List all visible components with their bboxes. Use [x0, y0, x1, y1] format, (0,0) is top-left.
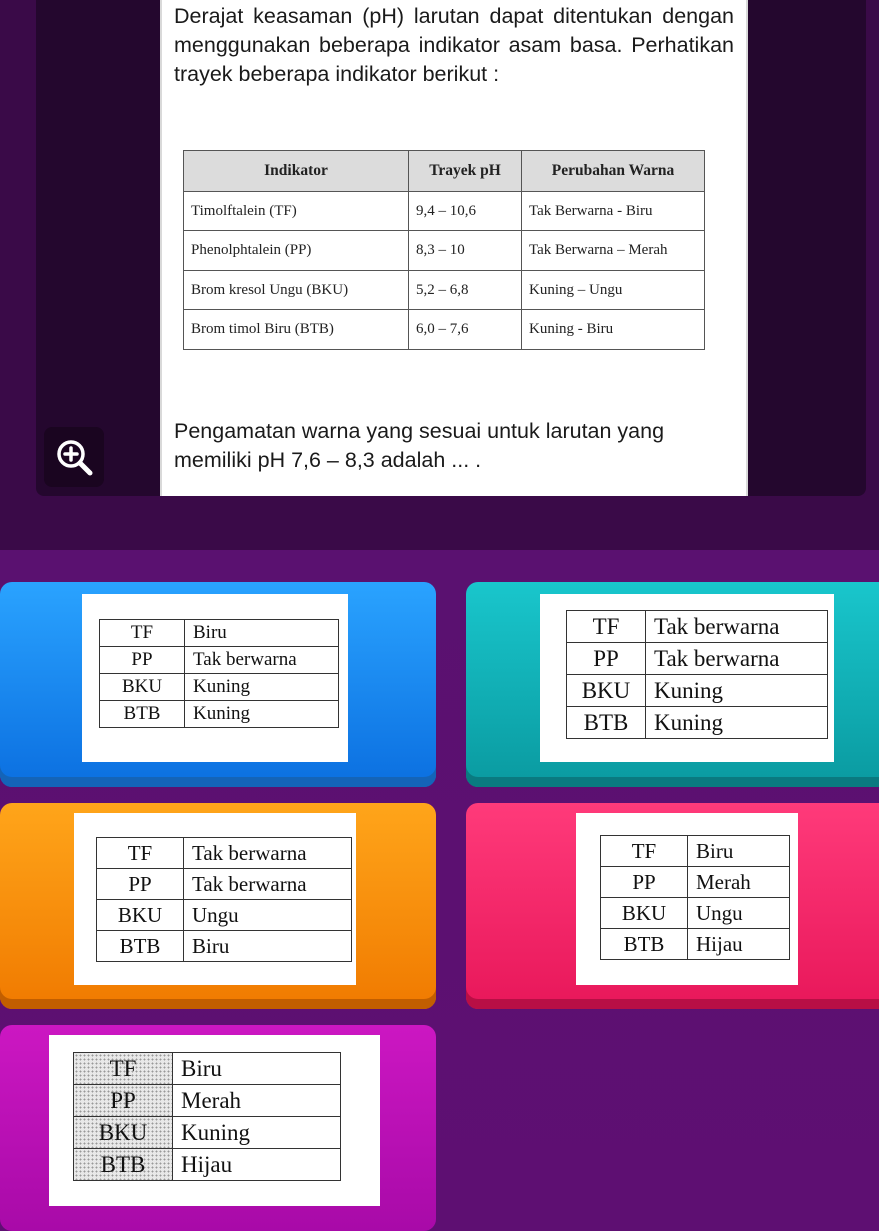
table-cell: TF	[567, 611, 646, 643]
table-row	[567, 675, 828, 707]
table-row	[100, 647, 339, 674]
table-row	[97, 900, 352, 931]
table-cell: Merah	[173, 1085, 341, 1117]
table-cell: BKU	[601, 898, 688, 929]
table-cell: Tak Berwarna - Biru	[522, 192, 705, 231]
table-cell: 9,4 – 10,6	[409, 192, 522, 231]
table-cell: Brom timol Biru (BTB)	[184, 310, 409, 350]
answer-option-c[interactable]	[0, 803, 436, 1009]
table-header: Indikator	[184, 151, 409, 192]
answer-option-table	[96, 837, 352, 962]
table-row	[100, 674, 339, 701]
table-cell: PP	[100, 647, 185, 674]
answer-option-image	[82, 594, 348, 762]
table-cell: Kuning	[185, 674, 339, 701]
table-cell: Biru	[688, 836, 790, 867]
table-cell: BTB	[100, 701, 185, 728]
table-cell: 6,0 – 7,6	[409, 310, 522, 350]
answer-option-image	[576, 813, 798, 985]
table-row	[184, 231, 705, 270]
indicator-range-table	[183, 150, 705, 350]
answer-option-table	[73, 1052, 341, 1181]
zoom-in-icon	[54, 437, 94, 477]
table-row	[184, 192, 705, 231]
table-cell: Ungu	[184, 900, 352, 931]
table-cell: BKU	[100, 674, 185, 701]
table-cell: Ungu	[688, 898, 790, 929]
table-cell: BKU	[74, 1117, 173, 1149]
table-row	[97, 869, 352, 900]
question-image	[160, 0, 748, 496]
answer-option-table	[600, 835, 790, 960]
table-row	[601, 898, 790, 929]
table-cell: BTB	[74, 1149, 173, 1181]
question-prompt-text: Pengamatan warna yang sesuai untuk larutan yang memiliki pH 7,6 – 8,3 adalah ... .	[174, 419, 665, 472]
table-cell: PP	[601, 867, 688, 898]
answer-option-image	[540, 594, 834, 762]
table-cell: Kuning - Biru	[522, 310, 705, 350]
table-cell: Tak berwarna	[184, 869, 352, 900]
answer-option-b[interactable]	[466, 582, 879, 787]
table-cell: TF	[601, 836, 688, 867]
table-cell: Hijau	[173, 1149, 341, 1181]
table-row	[74, 1117, 341, 1149]
table-cell: Tak berwarna	[646, 611, 828, 643]
table-cell: Tak berwarna	[184, 838, 352, 869]
table-cell: 5,2 – 6,8	[409, 270, 522, 309]
table-header: Perubahan Warna	[522, 151, 705, 192]
table-row	[100, 620, 339, 647]
answer-option-e[interactable]	[0, 1025, 436, 1231]
table-row	[567, 643, 828, 675]
table-cell: Biru	[185, 620, 339, 647]
table-cell: Tak berwarna	[185, 647, 339, 674]
answer-option-a[interactable]	[0, 582, 436, 787]
table-row	[184, 270, 705, 309]
question-intro-text: Derajat keasaman (pH) larutan dapat ditentukan dengan menggunakan beberapa indikator asam basa. Perhatikan trayek beberapa indikator berikut :	[174, 4, 734, 86]
table-cell: BTB	[601, 929, 688, 960]
table-cell: Kuning	[173, 1117, 341, 1149]
table-cell: Tak berwarna	[646, 643, 828, 675]
answer-option-table	[99, 619, 339, 728]
table-row	[97, 838, 352, 869]
table-row	[100, 701, 339, 728]
zoom-image-button[interactable]	[44, 427, 104, 487]
table-cell: PP	[74, 1085, 173, 1117]
table-cell: TF	[97, 838, 184, 869]
table-cell: PP	[567, 643, 646, 675]
table-cell: Timolftalein (TF)	[184, 192, 409, 231]
table-cell: Biru	[184, 931, 352, 962]
table-row	[74, 1149, 341, 1181]
table-cell: Tak Berwarna – Merah	[522, 231, 705, 270]
table-header-row	[184, 151, 705, 192]
table-cell: Kuning	[185, 701, 339, 728]
table-row	[74, 1053, 341, 1085]
table-cell: Biru	[173, 1053, 341, 1085]
table-row	[567, 707, 828, 739]
table-cell: BKU	[567, 675, 646, 707]
table-row	[74, 1085, 341, 1117]
table-row	[567, 611, 828, 643]
answer-option-d[interactable]	[466, 803, 879, 1009]
answer-option-image	[74, 813, 356, 985]
table-cell: 8,3 – 10	[409, 231, 522, 270]
table-cell: BKU	[97, 900, 184, 931]
table-cell: BTB	[567, 707, 646, 739]
table-cell: Kuning – Ungu	[522, 270, 705, 309]
table-row	[97, 931, 352, 962]
table-cell: TF	[100, 620, 185, 647]
answer-option-image	[49, 1035, 380, 1206]
table-cell: Brom kresol Ungu (BKU)	[184, 270, 409, 309]
table-cell: BTB	[97, 931, 184, 962]
table-row	[601, 867, 790, 898]
table-header: Trayek pH	[409, 151, 522, 192]
table-row	[601, 836, 790, 867]
table-cell: Phenolphtalein (PP)	[184, 231, 409, 270]
table-cell: PP	[97, 869, 184, 900]
table-cell: Hijau	[688, 929, 790, 960]
table-cell: Kuning	[646, 675, 828, 707]
table-row	[601, 929, 790, 960]
table-cell: Merah	[688, 867, 790, 898]
table-cell: Kuning	[646, 707, 828, 739]
table-row	[184, 310, 705, 350]
table-cell: TF	[74, 1053, 173, 1085]
answer-option-table	[566, 610, 828, 739]
